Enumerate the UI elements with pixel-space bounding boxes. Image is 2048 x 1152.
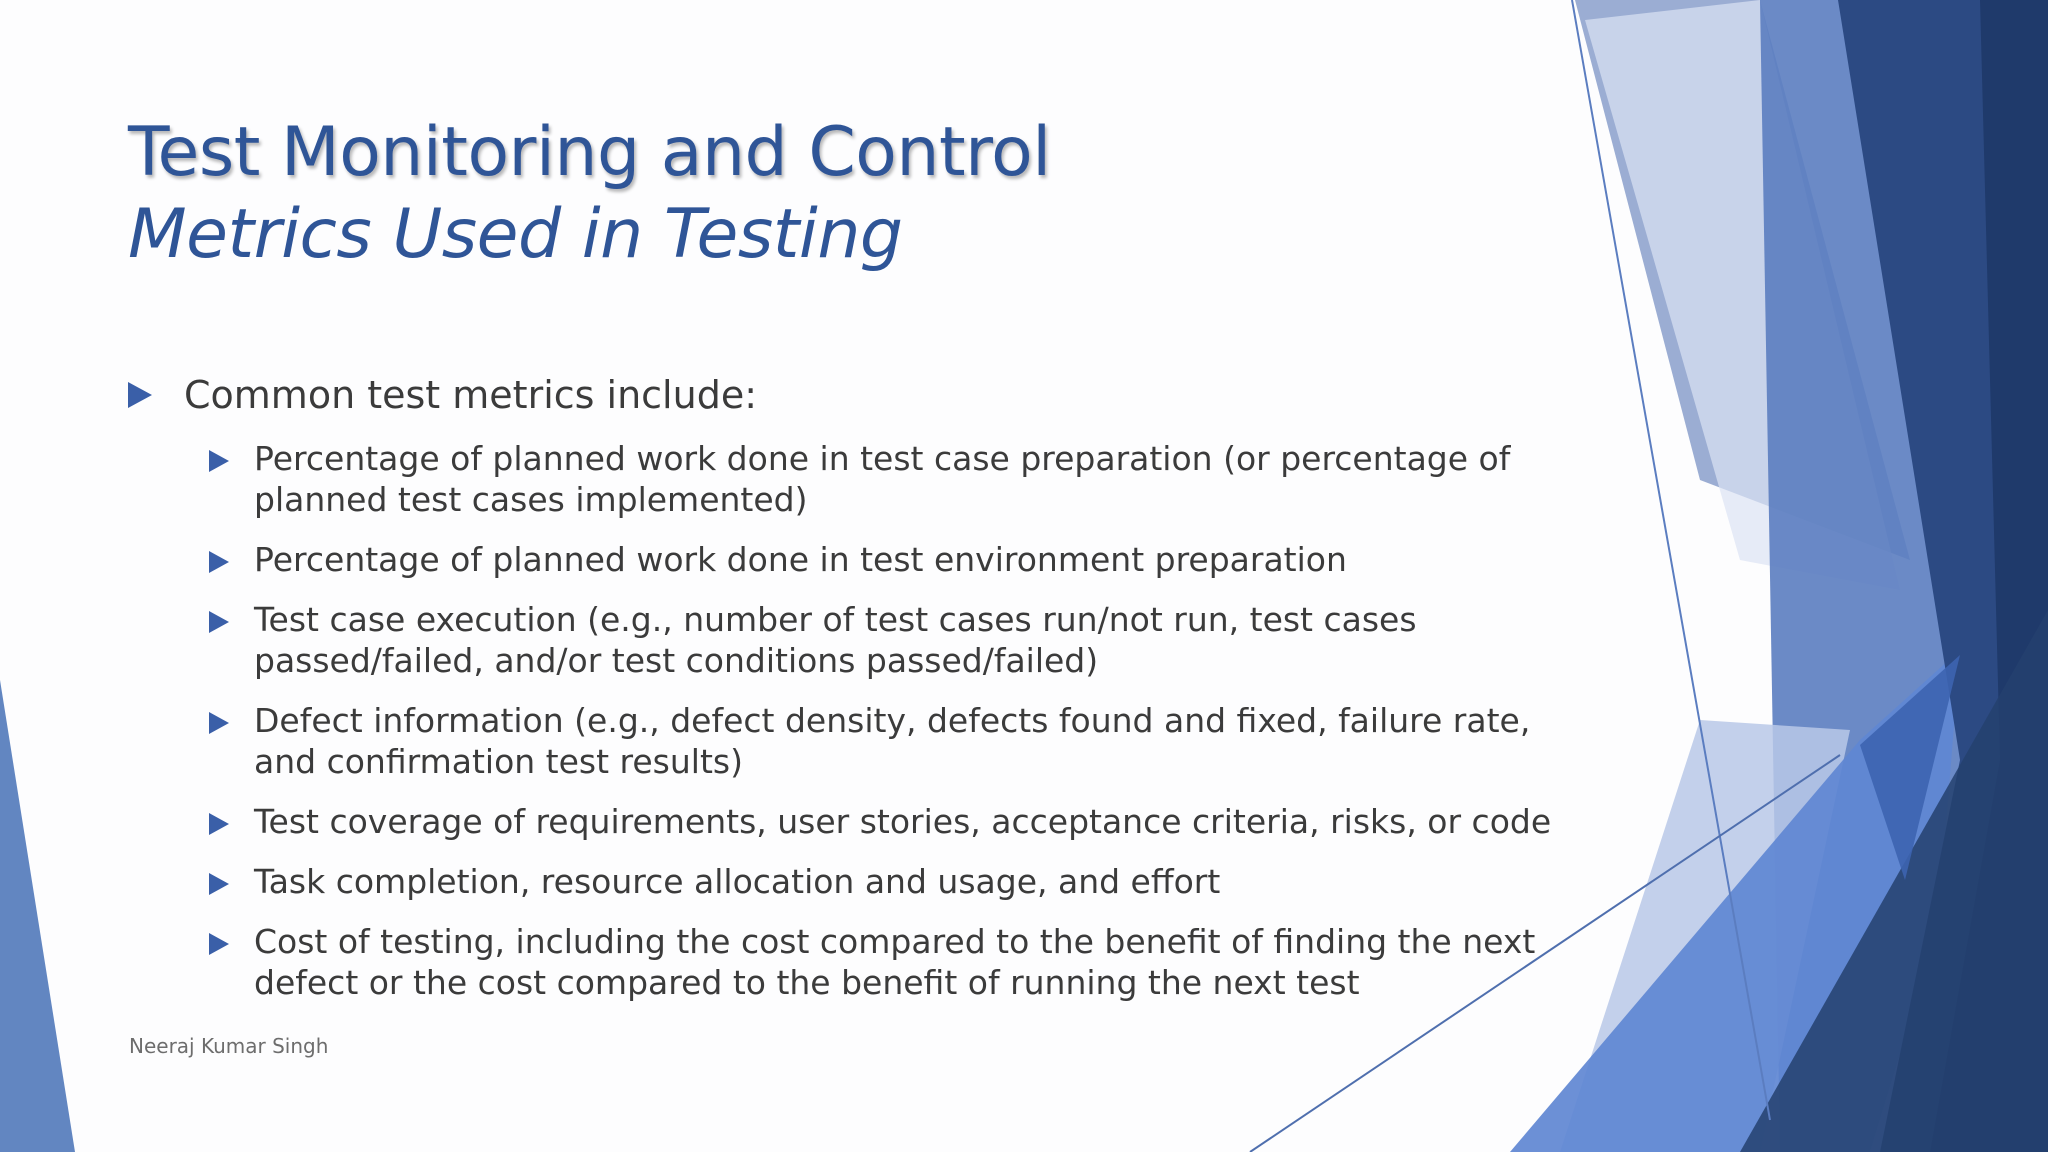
triangle-bullet-icon <box>209 450 229 472</box>
triangle-bullet-icon <box>209 813 229 835</box>
list-item <box>209 861 1558 902</box>
triangle-bullet-icon <box>128 382 152 408</box>
list-item <box>209 921 1558 1003</box>
slide-content <box>128 366 1558 1022</box>
list-item <box>209 539 1558 580</box>
triangle-bullet-icon <box>209 551 229 573</box>
footer-author: Neeraj Kumar Singh <box>129 1034 329 1058</box>
list-item-text: Test case execution (e.g., number of test cases run/not run, test cases passed/failed, and/or test conditions passed/failed) <box>254 600 1417 680</box>
list-item <box>209 801 1558 842</box>
list-item-text: Percentage of planned work done in test environment preparation <box>254 540 1347 579</box>
level1-bullet-item <box>128 366 1558 424</box>
list-item-text: Task completion, resource allocation and usage, and effort <box>254 862 1221 901</box>
metrics-list <box>128 438 1558 1003</box>
left-edge-shape <box>0 680 75 1152</box>
list-item-text: Percentage of planned work done in test case preparation (or percentage of planned test cases implemented) <box>254 439 1511 519</box>
triangle-bullet-icon <box>209 712 229 734</box>
list-item-text: Test coverage of requirements, user stories, acceptance criteria, risks, or code <box>254 802 1552 841</box>
level1-bullet-text: Common test metrics include: <box>184 373 758 417</box>
list-item <box>209 599 1558 681</box>
slide-title: Test Monitoring and Control <box>128 113 1051 192</box>
triangle-bullet-icon <box>209 873 229 895</box>
list-item-text: Defect information (e.g., defect density, defects found and fixed, failure rate, and confirmation test results) <box>254 701 1531 781</box>
triangle-bullet-icon <box>209 611 229 633</box>
list-item <box>209 700 1558 782</box>
list-item <box>209 438 1558 520</box>
list-item-text: Cost of testing, including the cost compared to the benefit of finding the next defect or the cost compared to the benefit of running the next test <box>254 922 1536 1002</box>
slide-subtitle: Metrics Used in Testing <box>128 195 903 274</box>
triangle-bullet-icon <box>209 933 229 955</box>
